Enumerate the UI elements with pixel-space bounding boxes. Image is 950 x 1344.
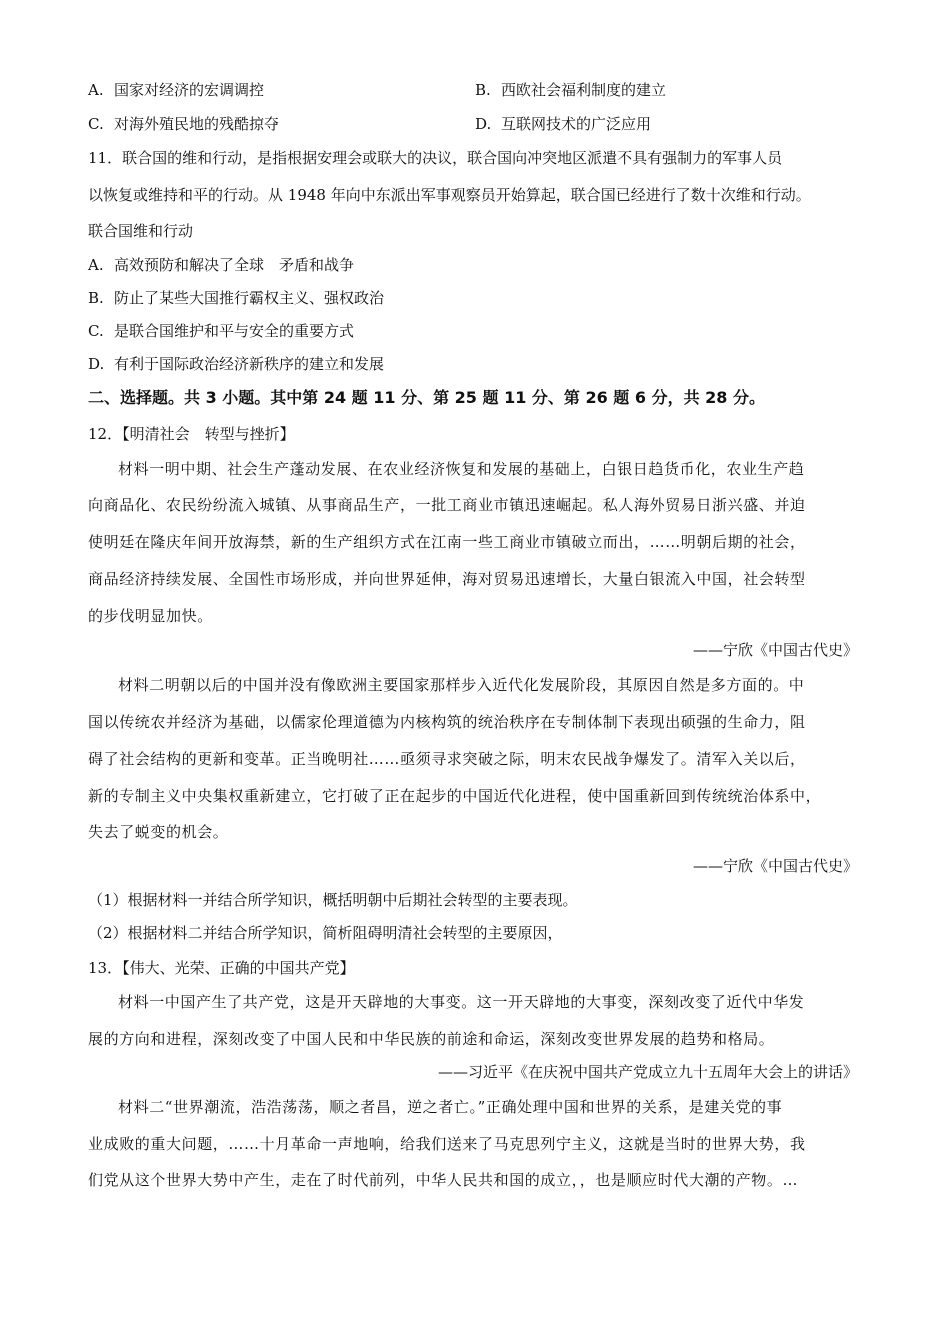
option-label: D. bbox=[475, 115, 492, 133]
q13-material2-line: 们党从这个世界大势中产生，走在了时代前列，中华人民共和国的成立，，也是顺应时代大潮的产物。… bbox=[88, 1171, 799, 1189]
q12-source1: ——宁欣《中国古代史》 bbox=[692, 641, 858, 659]
q13-title: 13．【伟大、光荣、正确的中国共产党】 bbox=[88, 959, 355, 977]
q11-option-b bbox=[88, 288, 384, 308]
q12-material2-line: 国以传统农并经济为基础，以儒家伦理道德为内核构筑的统治秩序在专制体制下表现出硕强的生命力，阻 bbox=[88, 713, 806, 731]
option-label: B. bbox=[475, 81, 491, 99]
q12-material2-line: 材料二明朝以后的中国并没有像欧洲主要国家那样步入近代化发展阶段，其原因自然是多方面的。中 bbox=[118, 676, 805, 694]
q11-stem-line2: 以恢复或维持和平的行动。从 1948 年向中东派出军事观察员开始算起，联合国已经进行了数十次维和行动。 bbox=[88, 186, 811, 204]
q12-material1-line: 的步伐明显加快。 bbox=[88, 607, 213, 625]
q13-material2-line: 业成败的重大问题，……十月革命一声地响，给我们送来了马克思列宁主义，这就是当时的世界大势，我 bbox=[88, 1135, 806, 1153]
q11-stem-line1: 11．联合国的维和行动，是指根据安理会或联大的决议，联合国向冲突地区派遣不具有强制力的军事人员 bbox=[88, 149, 783, 167]
option-text: 高效预防和解决了全球 矛盾和战争 bbox=[114, 256, 355, 274]
option-text: 西欧社会福利制度的建立 bbox=[501, 81, 667, 99]
q13-material1-line: 展的方向和进程，深刻改变了中国人民和中华民族的前途和命运，深刻改变世界发展的趋势和格局。 bbox=[88, 1030, 775, 1048]
q12-question2: （2）根据材料二并结合所学知识，简析阻碍明清社会转型的主要原因， bbox=[88, 924, 563, 942]
q13-material2-line: 材料二“世界潮流，浩浩荡荡，顺之者昌，逆之者亡。”正确处理中国和世界的关系，是建关党的事 bbox=[118, 1098, 783, 1116]
option-text: 防止了某些大国推行霸权主义、强权政治 bbox=[114, 289, 385, 307]
option-label: A. bbox=[88, 256, 104, 274]
q12-material2-line: 失去了蜕变的机会。 bbox=[88, 823, 229, 841]
q12-material1-line: 材料一明中期、社会生产蓬动发展、在农业经济恢复和发展的基础上，白银日趋货币化，农业生产趋 bbox=[118, 460, 805, 478]
q11-stem-line3: 联合国维和行动 bbox=[88, 222, 194, 240]
q10-option-b bbox=[475, 80, 666, 100]
q12-material2-line: 碍了社会结构的更新和变革。正当晚明社……亟须寻求突破之际，明末农民战争爆发了。清军入关以后， bbox=[88, 750, 806, 768]
option-label: D. bbox=[88, 355, 105, 373]
q12-material1-line: 向商品化、农民纷纷流入城镇、从事商品生产，一批工商业市镇迅速崛起。私人海外贸易日浙兴盛、并迫 bbox=[88, 496, 806, 514]
q10-option-d bbox=[475, 114, 651, 134]
option-text: 是联合国维护和平与安全的重要方式 bbox=[114, 322, 355, 340]
q13-source1: ——习近平《在庆祝中国共产党成立九十五周年大会上的讲话》 bbox=[437, 1063, 858, 1081]
option-text: 对海外殖民地的残酷掠夺 bbox=[114, 115, 280, 133]
option-label: C. bbox=[88, 115, 104, 133]
q11-option-a bbox=[88, 255, 354, 275]
q12-source2: ——宁欣《中国古代史》 bbox=[692, 857, 858, 875]
option-text: 有利于国际政治经济新秩序的建立和发展 bbox=[114, 355, 385, 373]
q12-material1-line: 使明廷在隆庆年间开放海禁，新的生产组织方式在江南一些工商业市镇破立而出，……明朝后期的社会， bbox=[88, 533, 806, 551]
q12-material1-line: 商品经济持续发展、全国性市场形成，并向世界延伸，海对贸易迅速增长，大量白银流入中国，社会转型 bbox=[88, 570, 806, 588]
q10-option-a bbox=[88, 80, 264, 100]
q12-title: 12．【明清社会 转型与挫折】 bbox=[88, 425, 295, 443]
q12-question1: （1）根据材料一并结合所学知识，概括明朝中后期社会转型的主要表现。 bbox=[88, 891, 578, 909]
q11-option-d bbox=[88, 354, 384, 374]
section-heading: 二、选择题。共 3 小题。其中第 24 题 11 分、第 25 题 11 分、第 26 题 6 分，共 28 分。 bbox=[88, 388, 765, 407]
option-label: C. bbox=[88, 322, 104, 340]
option-text: 互联网技术的广泛应用 bbox=[501, 115, 652, 133]
q10-option-c bbox=[88, 114, 279, 134]
q11-option-c bbox=[88, 321, 354, 341]
option-label: A. bbox=[88, 81, 104, 99]
option-text: 国家对经济的宏调调控 bbox=[114, 81, 265, 99]
q12-material2-line: 新的专制主义中央集权重新建立，它打破了正在起步的中国近代化进程，使中国重新回到传统统治体系中， bbox=[88, 787, 822, 805]
q13-material1-line: 材料一中国产生了共产党，这是开天辟地的大事变。这一开天辟地的大事变，深刻改变了近代中华发 bbox=[118, 993, 805, 1011]
option-label: B. bbox=[88, 289, 104, 307]
